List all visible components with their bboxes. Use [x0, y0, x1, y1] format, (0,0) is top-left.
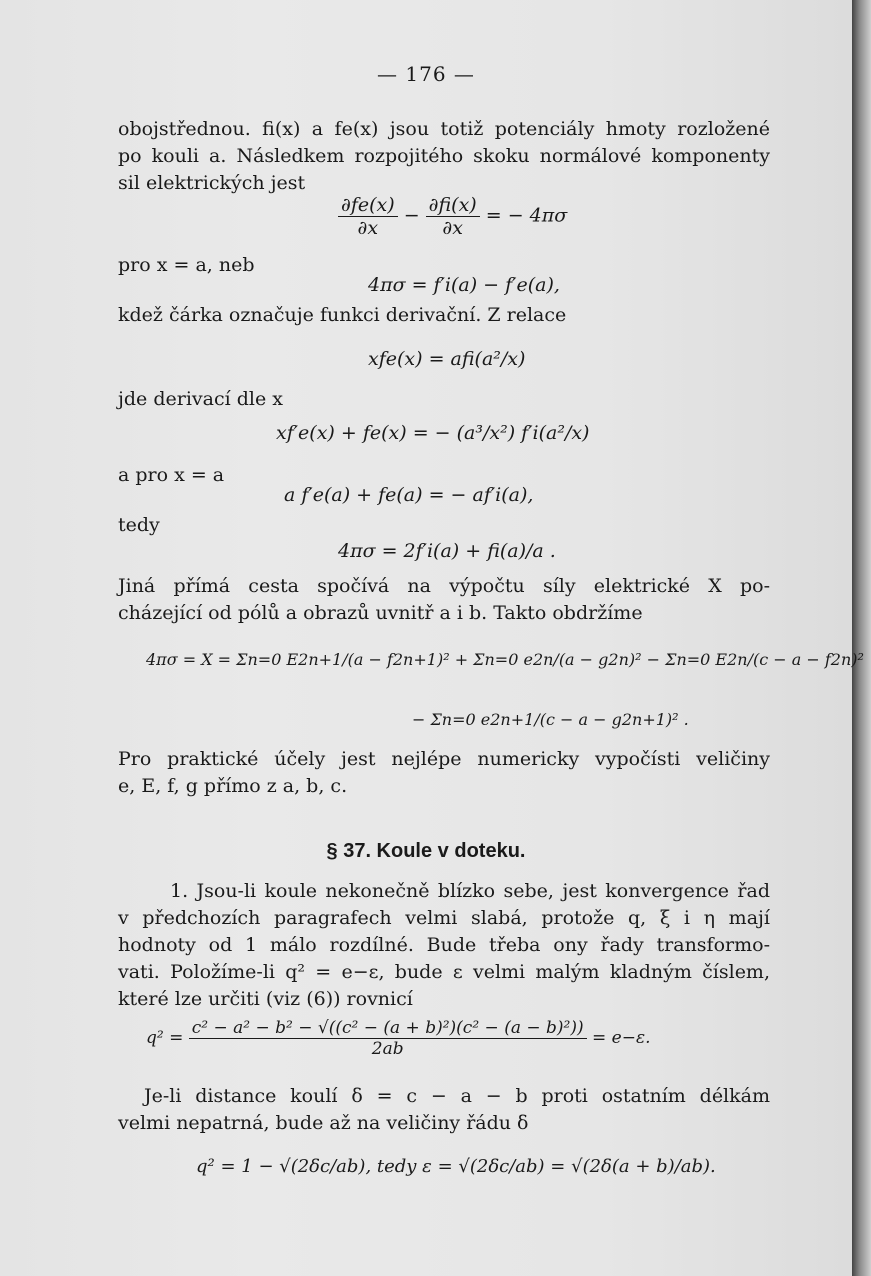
- equation-3: xfe(x) = afi(a²/x): [368, 348, 526, 370]
- text-line: které lze určiti (viz (6)) rovnicí: [118, 988, 413, 1010]
- equation-2: 4πσ = f′i(a) − f′e(a),: [368, 274, 560, 296]
- equation-5: a f′e(a) + fe(a) = − af′i(a),: [284, 484, 534, 506]
- eq8-rhs: = e−ε.: [592, 1028, 651, 1048]
- text-line: pro x = a, neb: [118, 254, 255, 276]
- text-line: tedy: [118, 514, 160, 536]
- text-line: a pro x = a: [118, 464, 225, 486]
- eq8-lhs: q² =: [146, 1028, 184, 1048]
- eq1-den1: ∂x: [357, 217, 379, 239]
- text-line: Pro praktické účely jest nejlépe numericky vypočísti veličiny: [118, 748, 770, 770]
- text-line: velmi nepatrná, bude až na veličiny řádu δ: [118, 1112, 529, 1134]
- text-line: vati. Položíme-li q² = e−ε, bude ε velmi malým kladným číslem,: [118, 961, 770, 983]
- equation-8: [146, 1018, 651, 1059]
- page-number: — 176 —: [377, 62, 475, 86]
- eq8-numerator: c² − a² − b² − √((c² − (a + b)²)(c² − (a − b)²)): [189, 1018, 587, 1039]
- text-line: po kouli a. Následkem rozpojitého skoku normálové komponenty: [118, 145, 770, 167]
- eq1-minus: −: [403, 204, 420, 227]
- text-line: e, E, f, g přímo z a, b, c.: [118, 775, 348, 797]
- text-line: hodnoty od 1 málo rozdílné. Bude třeba ony řady transformo-: [118, 934, 770, 956]
- text-line: obojstřednou. fi(x) a fe(x) jsou totiž potenciály hmoty rozložené: [118, 118, 770, 140]
- text-line: cházející od pólů a obrazů uvnitř a i b. Takto obdržíme: [118, 602, 643, 624]
- text-line: kdež čárka označuje funkci derivační. Z relace: [118, 304, 567, 326]
- equation-1: [338, 194, 567, 239]
- section-heading: § 37. Koule v doteku.: [326, 840, 526, 862]
- text-line: Je-li distance koulí δ = c − a − b proti ostatním délkám: [144, 1085, 770, 1107]
- eq8-denominator: 2ab: [371, 1039, 404, 1059]
- eq1-rhs: = − 4πσ: [485, 204, 568, 227]
- eq1-den2: ∂x: [442, 217, 463, 239]
- text-line: v předchozích paragrafech velmi slabá, protože q, ξ i η mají: [118, 907, 770, 929]
- equation-7-line-2: − Σn=0 e2n+1/(c − a − g2n+1)² .: [412, 710, 689, 729]
- equation-6: 4πσ = 2f′i(a) + fi(a)/a .: [338, 540, 556, 562]
- page-edge-shadow: [852, 0, 871, 1276]
- text-line: sil elektrických jest: [118, 172, 306, 194]
- text-line: jde derivací dle x: [118, 388, 283, 410]
- eq1-num1: ∂fe(x): [338, 194, 398, 217]
- eq1-num2: ∂fi(x): [426, 194, 480, 217]
- equation-9: q² = 1 − √(2δc/ab), tedy ε = √(2δc/ab) = √(2δ(a + b)/ab).: [196, 1156, 716, 1177]
- text-line: Jiná přímá cesta spočívá na výpočtu síly elektrické X po-: [118, 575, 770, 597]
- text-line: 1. Jsou-li koule nekonečně blízko sebe, jest konvergence řad: [170, 880, 770, 902]
- equation-4: xf′e(x) + fe(x) = − (a³/x²) f′i(a²/x): [276, 422, 590, 444]
- equation-7-line-1: 4πσ = X = Σn=0 E2n+1/(a − f2n+1)² + Σn=0 e2n/(a − g2n)² − Σn=0 E2n/(c − a − f2n)²: [146, 650, 864, 669]
